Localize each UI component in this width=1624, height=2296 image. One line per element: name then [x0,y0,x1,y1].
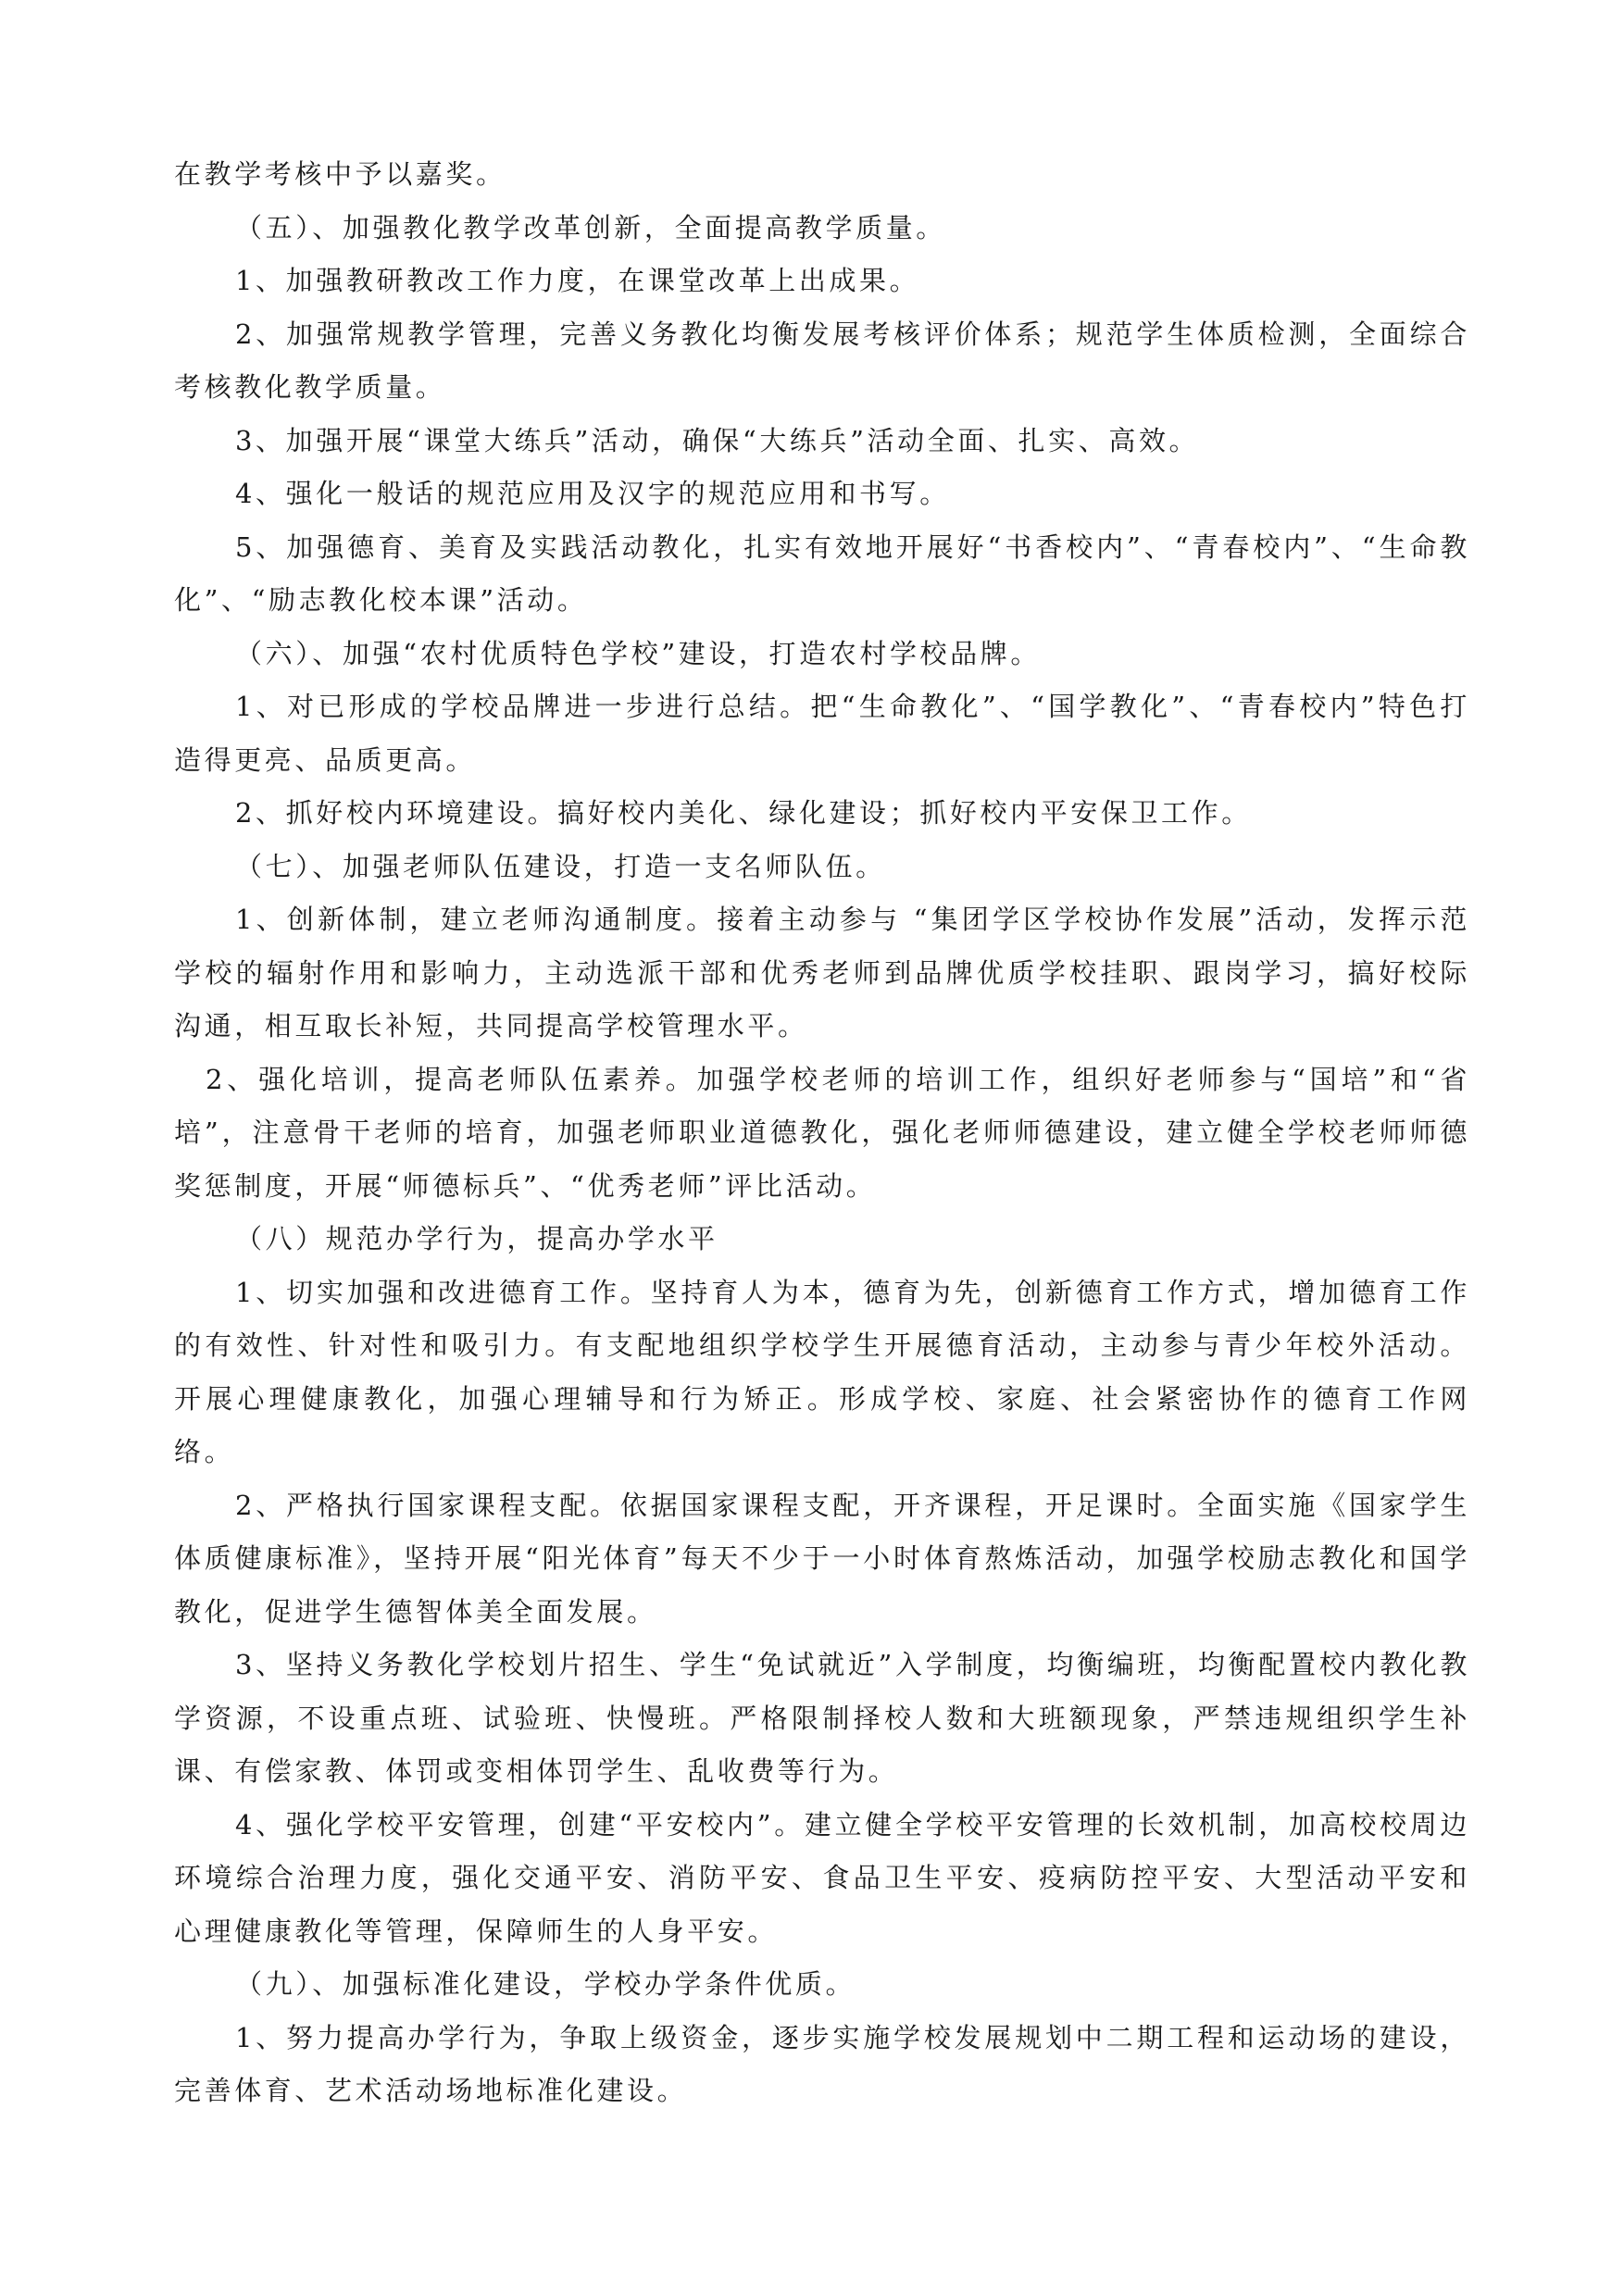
paragraph: 3、坚持义务教化学校划片招生、学生“免试就近”入学制度，均衡编班，均衡配置校内教化教学资源，不设重点班、试验班、快慢班。严格限制择校人数和大班额现象，严禁违规组织学生补课、有偿家教、体罚或变相体罚学生、乱收费等行为。 [174,1649,1470,1787]
paragraph: 5、加强德育、美育及实践活动教化，扎实有效地开展好“书香校内”、“青春校内”、“生命教化”、“励志教化校本课”活动。 [174,530,1470,616]
section-heading: （六）、加强“农村优质特色学校”建设，打造农村学校品牌。 [235,637,1041,669]
paragraph: 2、严格执行国家课程支配。依据国家课程支配，开齐课程，开足课时。全面实施《国家学生体质健康标准》，坚持开展“阳光体育”每天不少于一小时体育熬炼活动，加强学校励志教化和国学教化，促进学生德智体美全面发展。 [174,1489,1470,1628]
paragraph: 4、强化一般话的规范应用及汉字的规范应用和书写。 [235,478,950,509]
paragraph: 1、切实加强和改进德育工作。坚持育人为本，德育为先，创新德育工作方式，增加德育工作的有效性、针对性和吸引力。有支配地组织学校学生开展德育活动，主动参与青少年校外活动。开展心理健康教化，加强心理辅导和行为矫正。形成学校、家庭、社会紧密协作的德育工作网络。 [174,1276,1470,1467]
paragraph: 2、强化培训，提高老师队伍素养。加强学校老师的培训工作，组织好老师参与“国培”和“省培”，注意骨干老师的培育，加强老师职业道德教化，强化老师师德建设，建立健全学校老师师德奖惩制度，开展“师德标兵”、“优秀老师”评比活动。 [174,1063,1470,1202]
paragraph: 1、对已形成的学校品牌进一步进行总结。把“生命教化”、“国学教化”、“青春校内”特色打造得更亮、品质更高。 [174,691,1470,776]
section-heading: （五）、加强教化教学改革创新，全面提高教学质量。 [235,211,946,243]
section-heading: （七）、加强老师队伍建设，打造一支名师队伍。 [235,850,886,882]
section-heading: （九）、加强标准化建设，学校办学条件优质。 [235,1968,856,2000]
document-body [174,148,1470,2118]
paragraph: 1、创新体制，建立老师沟通制度。接着主动参与 “集团学区学校协作发展”活动，发挥示范学校的辐射作用和影响力，主动选派干部和优秀老师到品牌优质学校挂职、跟岗学习，搞好校际沟通，相互取长补短，共同提高学校管理水平。 [174,904,1470,1042]
paragraph: 在教学考核中予以嘉奖。 [174,158,506,190]
paragraph: 2、加强常规教学管理，完善义务教化均衡发展考核评价体系；规范学生体质检测，全面综合考核教化教学质量。 [174,318,1470,403]
paragraph: 1、加强教研教改工作力度，在课堂改革上出成果。 [235,265,920,296]
paragraph: 1、努力提高办学行为，争取上级资金，逐步实施学校发展规划中二期工程和运动场的建设，完善体育、艺术活动场地标准化建设。 [174,2021,1470,2106]
paragraph: 4、强化学校平安管理，创建“平安校内”。建立健全学校平安管理的长效机制，加高校校周边环境综合治理力度，强化交通平安、消防平安、食品卫生平安、疫病防控平安、大型活动平安和心理健康教化等管理，保障师生的人身平安。 [174,1808,1470,1947]
section-heading: （八）规范办学行为，提高办学水平 [235,1223,718,1254]
paragraph: 3、加强开展“课堂大练兵”活动，确保“大练兵”活动全面、扎实、高效。 [235,424,1200,456]
paragraph: 2、抓好校内环境建设。搞好校内美化、绿化建设；抓好校内平安保卫工作。 [235,797,1252,829]
